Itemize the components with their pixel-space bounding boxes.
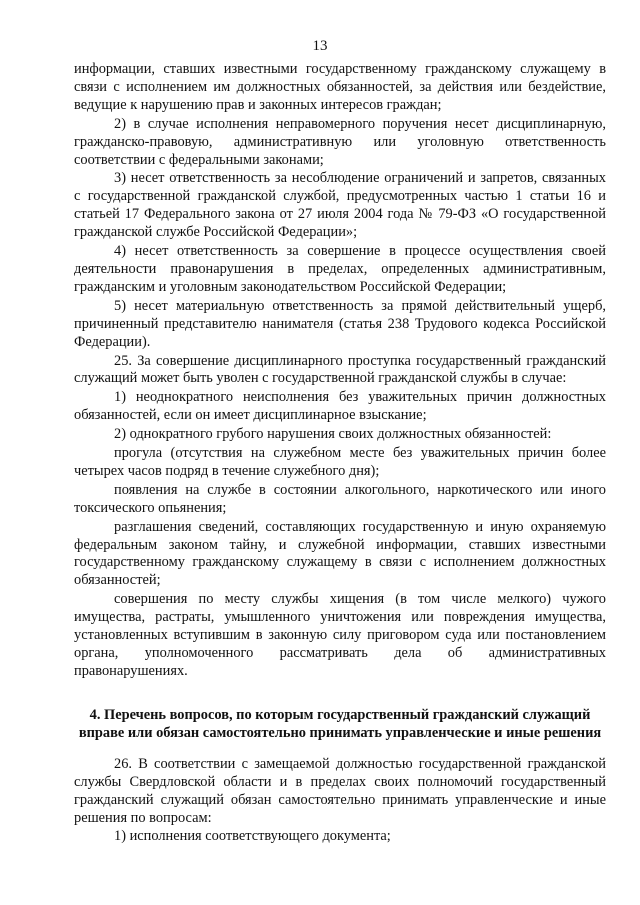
- page-number: 13: [312, 38, 328, 54]
- paragraph-item-5: 5) несет материальную ответственность за прямой действительный ущерб, причиненный представителю нанимателя (статья 238 Трудового кодекса Российской Федерации).: [74, 297, 606, 350]
- document-body: [74, 61, 606, 846]
- paragraph-intoxication: появления на службе в состоянии алкогольного, наркотического или иного токсического опьянения;: [74, 481, 606, 516]
- paragraph-clause-25: 25. За совершение дисциплинарного проступка государственный гражданский служащий может быть уволен с государственной гражданской службы в случае:: [74, 352, 606, 387]
- paragraph-clause-26: 26. В соответствии с замещаемой должностью государственной гражданской службы Свердловской области и в пределах своих полномочий государственный гражданский служащий обязан самостоятельно принимать управленческие и иные решения по вопросам:: [74, 755, 606, 826]
- paragraph-clause-26-item-1: 1) исполнения соответствующего документа;: [114, 828, 391, 845]
- paragraph-item-3: 3) несет ответственность за несоблюдение ограничений и запретов, связанных с государственной гражданской службой, предусмотренных частью 1 статьи 16 и статьей 17 Федерального закона от 27 июля 2004 года № 79-ФЗ «О государственной гражданской службе Российской Федерации»;: [74, 170, 606, 241]
- paragraph-continuation: информации, ставших известными государственному гражданскому служащему в связи с исполнением им должностных обязанностей, за действия или бездействие, ведущие к нарушению прав и законных интересов граждан;: [74, 61, 606, 113]
- paragraph-clause-25-item-1: 1) неоднократного неисполнения без уважительных причин должностных обязанностей, если он имеет дисциплинарное взыскание;: [74, 389, 606, 424]
- paragraph-absence: прогула (отсутствия на служебном месте без уважительных причин более четырех часов подряд в течение служебного дня);: [74, 445, 606, 479]
- paragraph-theft: совершения по месту службы хищения (в том числе мелкого) чужого имущества, растраты, умышленного уничтожения или повреждения имущества, установленных вступившим в законную силу приговором суда или постановлением органа, уполномоченного рассматривать дела об административных правонарушениях.: [74, 591, 606, 679]
- paragraph-item-2: 2) в случае исполнения неправомерного поручения несет дисциплинарную, гражданско-правовую, административную или уголовную ответственность соответствии с федеральными законами;: [74, 115, 606, 168]
- section-4-body: [74, 756, 606, 847]
- paragraph-clause-25-item-2: 2) однократного грубого нарушения своих должностных обязанностей:: [114, 426, 552, 443]
- paragraph-disclosure: разглашения сведений, составляющих государственную и иную охраняемую федеральным законом тайну, и служебной информации, ставших известными государственному гражданскому служащему в связи с исполнением должностных обязанностей;: [74, 518, 606, 589]
- paragraph-item-4: 4) несет ответственность за совершение в процессе осуществления своей деятельности правонарушения в пределах, определенных административным, гражданским и уголовным законодательством Российской Федерации;: [74, 243, 606, 295]
- section-heading: 4. Перечень вопросов, по которым государственный гражданский служащий вправе или обязан самостоятельно принимать управленческие и иные решения: [78, 706, 602, 741]
